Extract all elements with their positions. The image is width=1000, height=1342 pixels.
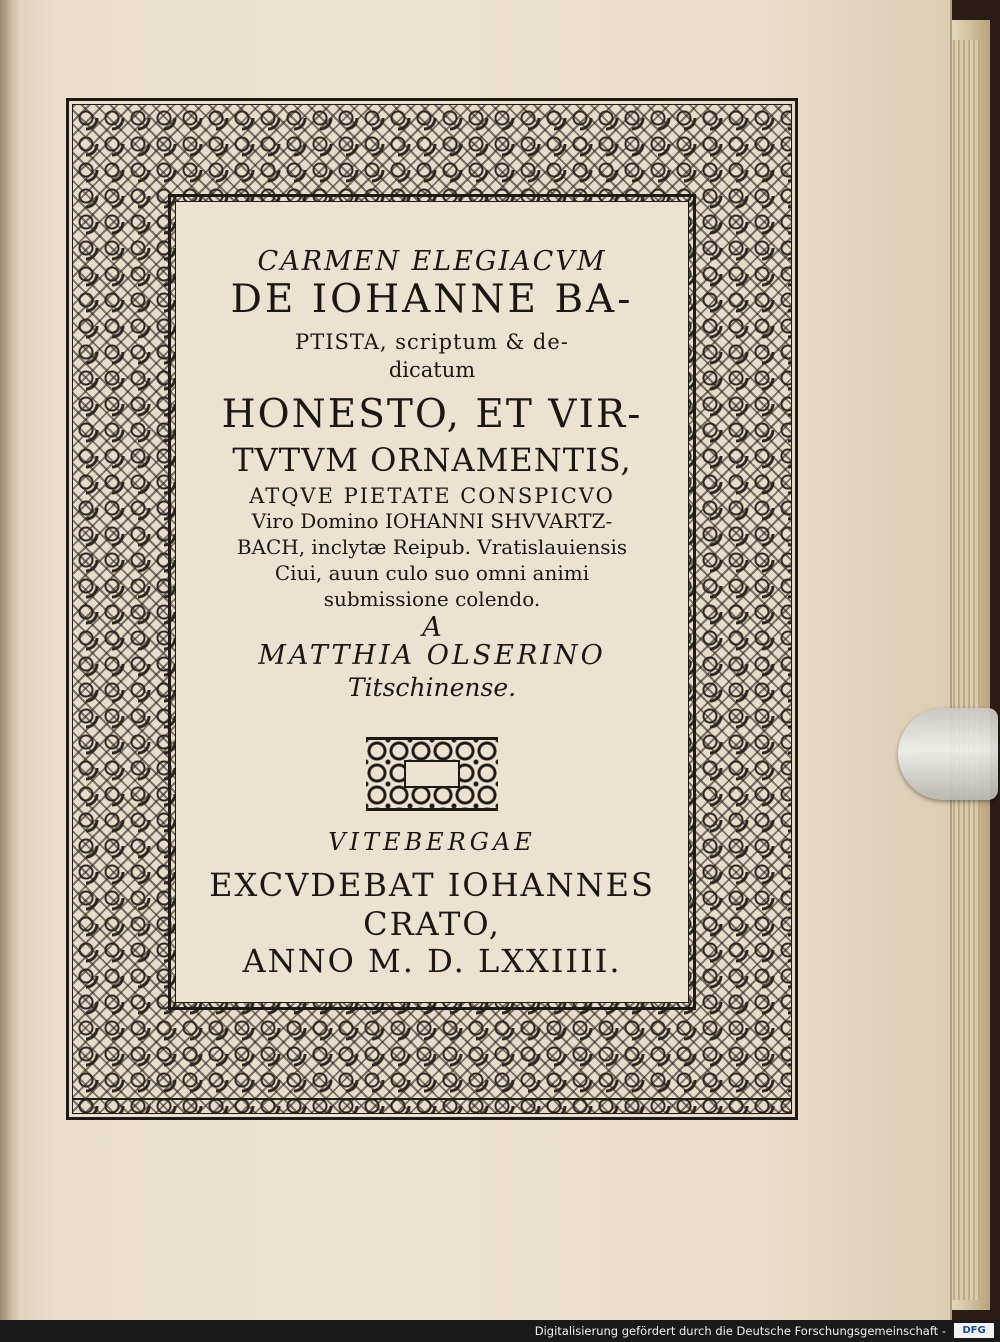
dedication-line: submissione colendo. <box>323 587 541 611</box>
printer-ornament-center <box>404 760 460 788</box>
dedication-line: Viro Domino IOHANNI SHVVARTZ- <box>251 509 613 533</box>
imprint-line: ANNO M. D. LXXIIII. <box>242 942 622 980</box>
dfg-logo: DFG <box>954 1323 994 1338</box>
title-line: DE IOHANNE BA- <box>230 277 634 322</box>
title-line: dicatum <box>388 358 476 382</box>
dedication-line: BACH, inclytæ Reipub. Vratislauiensis <box>236 535 628 559</box>
imprint-line: EXCVDEBAT IOHANNES <box>209 866 655 904</box>
page-clip <box>898 708 998 800</box>
dedication-line: TVTVM ORNAMENTIS, <box>232 441 632 479</box>
imprint-line: VITEBERGAE <box>328 828 536 856</box>
imprint-line: CRATO, <box>363 905 501 943</box>
dedication-line: HONESTO, ET VIR- <box>221 392 643 437</box>
digitization-footer <box>0 1320 1000 1342</box>
title-line: CARMEN ELEGIACVM <box>257 246 607 277</box>
binding-gutter <box>0 0 22 1320</box>
author-line: A <box>422 612 442 643</box>
title-line: PTISTA, scriptum & de- <box>295 330 569 354</box>
frame-rule <box>72 1098 792 1100</box>
dedication-line: ATQVE PIETATE CONSPICVO <box>249 484 615 508</box>
funding-notice: Digitalisierung gefördert durch die Deutsche Forschungsgemeinschaft - <box>534 1324 946 1338</box>
dedication-line: Ciui, auun culo suo omni animi <box>274 561 590 585</box>
author-line: MATTHIA OLSERINO <box>258 640 606 671</box>
author-line: Titschinense. <box>347 673 517 702</box>
